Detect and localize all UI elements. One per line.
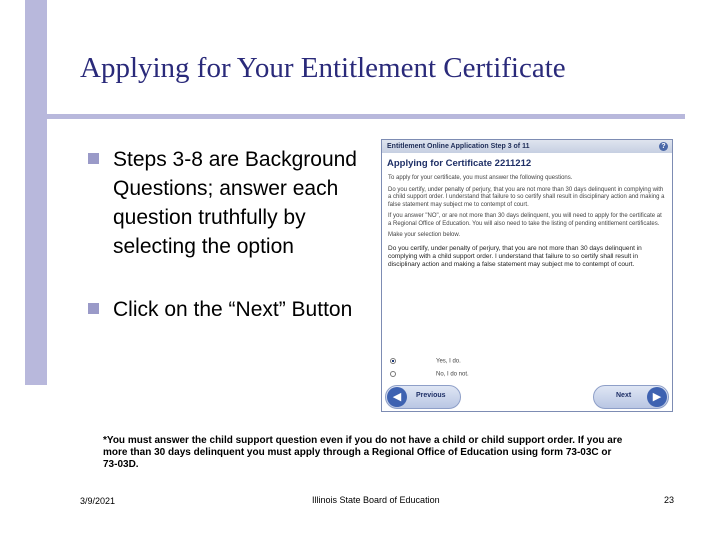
instruction-paragraph: Do you certify, under penalty of perjury, that you are not more than 30 days delinquent in complying with a child support order. I understand that failure to so certify shall result in disciplinary action and making a false statement may subject me to contempt of court. — [388, 186, 665, 208]
slide-title: Applying for Your Entitlement Certificate — [80, 52, 566, 84]
next-button[interactable] — [593, 385, 669, 409]
application-title: Applying for Certificate 2211212 — [387, 158, 532, 169]
bullet-text: Click on the “Next” Button — [113, 298, 353, 321]
next-label: Next — [616, 392, 632, 399]
bullet-item — [88, 295, 378, 324]
instruction-paragraph: Make your selection below. — [388, 232, 461, 238]
previous-button[interactable] — [385, 385, 461, 409]
help-icon[interactable]: ? — [659, 142, 668, 151]
footnote: *You must answer the child support question even if you do not have a child or child support order. If you are more than 30 days delinquent you must apply through a Regional Office of Education using form 73-03C or 73-03D. — [103, 435, 623, 470]
bullet-list — [88, 145, 378, 358]
page-number: 23 — [664, 495, 675, 505]
child-support-question: Do you certify, under penalty of perjury, that you are not more than 30 days delinquent in complying with a child support order. I understand that failure to so certify shall result in disciplinary action and making a false statement may subject me to contempt of court. — [388, 244, 642, 268]
footer-organization: Illinois State Board of Education — [312, 495, 440, 505]
option-no-label: No, I do not. — [436, 371, 469, 378]
step-header-text: Entitlement Online Application Step 3 of 11 — [387, 143, 530, 150]
application-screenshot — [381, 139, 673, 412]
navigation-bar — [382, 381, 672, 411]
radio-no[interactable] — [390, 371, 396, 377]
option-yes-label: Yes, I do. — [436, 358, 461, 365]
square-bullet-icon — [88, 303, 99, 314]
instruction-paragraph: If you answer "NO", or are not more than 30 days delinquent, you will need to apply for the certificate at a Regional Office of Education. You will also need to take the listing of pending entitlement certificates. — [388, 213, 662, 227]
title-divider — [30, 114, 685, 119]
previous-label: Previous — [416, 392, 446, 399]
footer-date: 3/9/2021 — [80, 496, 116, 506]
bullet-text: Steps 3-8 are Background Questions; answer each question truthfully by selecting the option — [113, 148, 357, 258]
previous-arrow-icon: ◀ — [387, 387, 407, 407]
option-yes[interactable] — [390, 358, 461, 365]
next-arrow-icon: ▶ — [647, 387, 667, 407]
square-bullet-icon — [88, 153, 99, 164]
instruction-paragraph: To apply for your certificate, you must answer the following questions. — [388, 175, 573, 181]
step-header — [382, 140, 672, 153]
option-no[interactable] — [390, 371, 469, 378]
bullet-item — [88, 145, 378, 261]
left-accent-bar — [25, 0, 47, 385]
radio-yes[interactable] — [390, 358, 396, 364]
